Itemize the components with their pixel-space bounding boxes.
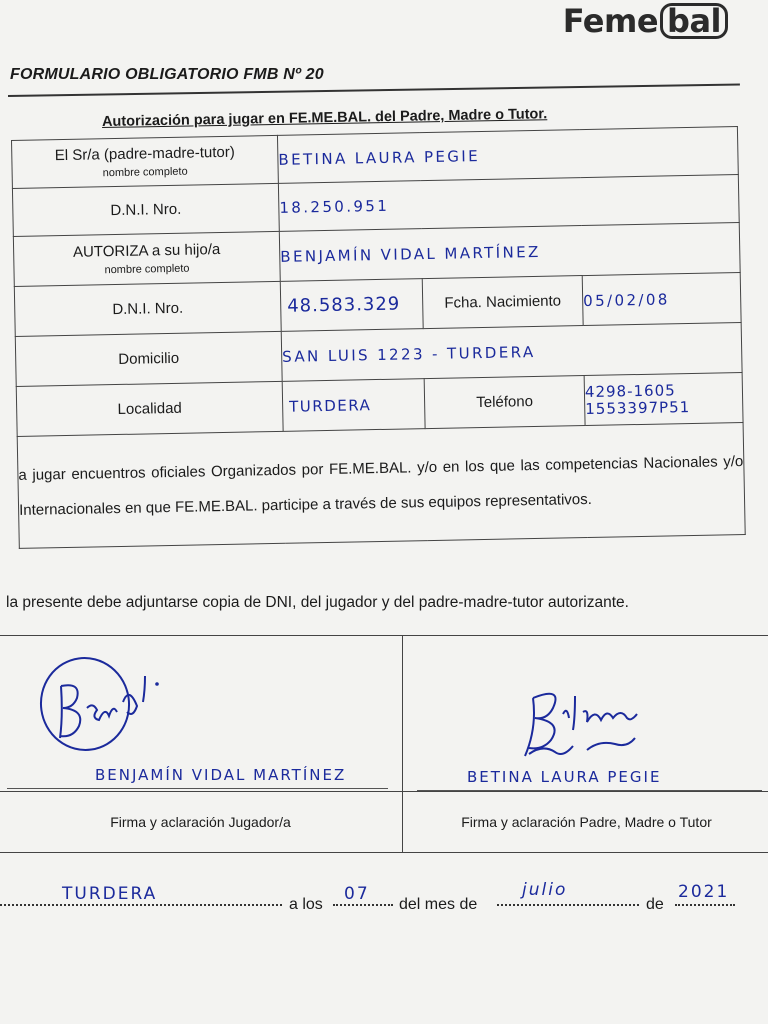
authorizes-label: AUTORIZA a su hijo/a bbox=[72, 241, 221, 261]
player-printed-name: BENJAMÍN VIDAL MARTÍNEZ bbox=[95, 766, 347, 784]
parent-signature-cell bbox=[403, 636, 768, 792]
de-label: de bbox=[646, 896, 664, 913]
year-value: 2021 bbox=[678, 882, 730, 902]
date-place-line bbox=[0, 880, 768, 924]
parent-signature-caption: Firma y aclaración Padre, Madre o Tutor bbox=[403, 792, 768, 853]
del-mes-de-label: del mes de bbox=[399, 896, 478, 913]
city-value: TURDERA bbox=[282, 379, 425, 432]
phone-value-1: 4298-1605 bbox=[584, 380, 676, 401]
parent-dni-label: D.N.I. Nro. bbox=[12, 183, 279, 236]
player-signature-scribble bbox=[33, 646, 173, 756]
parent-label: El Sr/a (padre-madre-tutor) bbox=[54, 143, 235, 165]
phone-value-2: 1553397P51 bbox=[585, 397, 691, 418]
parent-signature-scribble bbox=[503, 678, 663, 768]
femebal-logo bbox=[563, 2, 728, 40]
city-label: Localidad bbox=[16, 381, 283, 436]
signature-table bbox=[0, 635, 768, 853]
day-value: 07 bbox=[344, 884, 370, 904]
parent-name-value: BETINA LAURA PEGIE bbox=[277, 127, 738, 184]
player-signature-cell bbox=[0, 636, 403, 792]
player-signature-line bbox=[7, 788, 388, 789]
place-value: TURDERA bbox=[62, 884, 158, 904]
authorization-paragraph: a jugar encuentros oficiales Organizados por FE.ME.BAL. y/o en los que las competencias Nacionales y/o Internacionales en que FE.ME.BAL. participe a través de sus equipos representativos. bbox=[17, 422, 745, 548]
form-title: FORMULARIO OBLIGATORIO FMB Nº 20 bbox=[10, 66, 324, 83]
birth-date-label: Fcha. Nacimiento bbox=[422, 276, 583, 329]
logo-boxed-text: bal bbox=[660, 3, 728, 39]
address-label: Domicilio bbox=[15, 331, 282, 386]
child-dni-label: D.N.I. Nro. bbox=[14, 281, 281, 336]
child-label-cell bbox=[13, 231, 280, 286]
child-dni-value: 48.583.329 bbox=[280, 279, 423, 332]
title-underline bbox=[8, 84, 740, 97]
phone-value-cell bbox=[584, 373, 743, 426]
birth-date-value: 05/02/08 bbox=[582, 273, 741, 326]
form-subtitle: Autorización para jugar en FE.ME.BAL. del Padre, Madre o Tutor. bbox=[101, 106, 548, 130]
month-value: julio bbox=[522, 880, 568, 900]
day-dotted-field bbox=[333, 904, 393, 906]
parent-printed-name: BETINA LAURA PEGIE bbox=[467, 768, 662, 786]
phone-label: Teléfono bbox=[424, 376, 585, 429]
player-signature-caption: Firma y aclaración Jugador/a bbox=[0, 792, 403, 853]
logo-text: Feme bbox=[562, 2, 659, 40]
parent-label-cell bbox=[12, 135, 279, 188]
parent-dni-value: 18.250.951 bbox=[278, 175, 739, 232]
month-dotted-field bbox=[497, 904, 639, 906]
paragraph-row bbox=[17, 422, 745, 548]
address-value: SAN LUIS 1223 - TURDERA bbox=[281, 323, 742, 382]
attachment-note: la presente debe adjuntarse copia de DNI, del jugador y del padre-madre-tutor autorizante. bbox=[6, 594, 629, 611]
parent-sublabel: nombre completo bbox=[102, 165, 188, 180]
place-dotted-field bbox=[0, 904, 282, 906]
child-name-value: BENJAMÍN VIDAL MARTÍNEZ bbox=[279, 223, 740, 282]
a-los-label: a los bbox=[289, 896, 323, 913]
authorization-table bbox=[11, 126, 746, 549]
year-dotted-field bbox=[675, 904, 735, 906]
child-sublabel: nombre completo bbox=[104, 262, 190, 277]
